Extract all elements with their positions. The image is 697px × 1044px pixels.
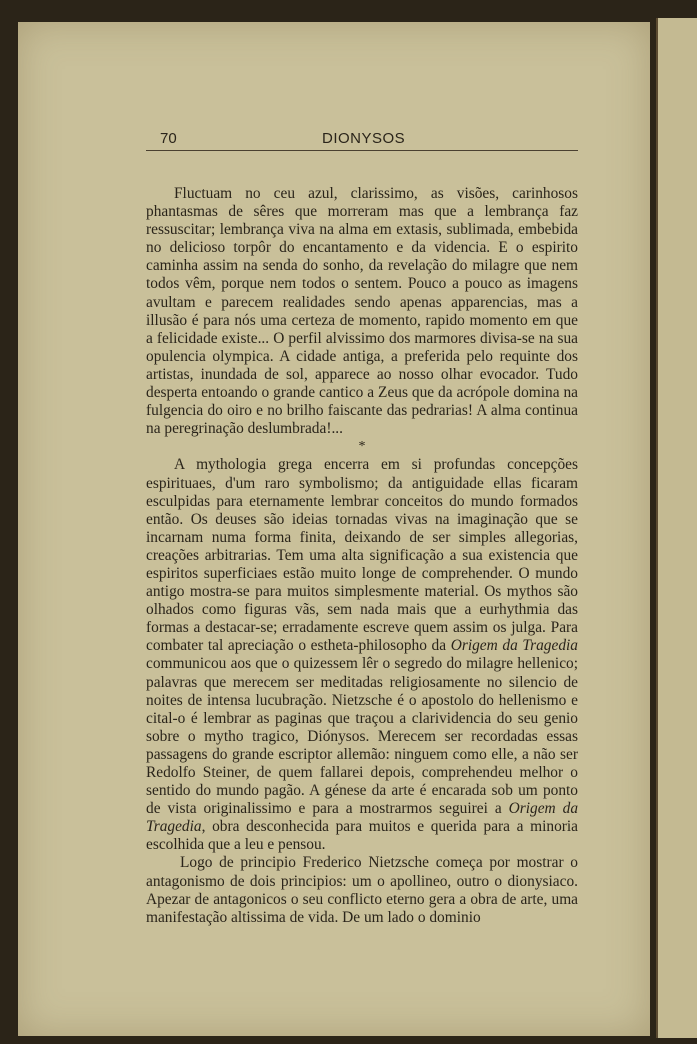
body-text: [146, 185, 578, 927]
book-title: Origem da Tragedia: [450, 637, 578, 655]
paragraph-3: Logo de principio Frederico Nietzsche começa por mostrar o antagonismo de dois principios: um o apollineo, outro o dionysiaco. Apezar de antagonicos o seu conflicto eterno gera a obra de arte, uma manifestação altissima de vida. De um lado o dominio: [146, 854, 578, 926]
facing-page-edge: [656, 18, 697, 1038]
running-header: [146, 128, 578, 151]
paragraph-1: Fluctuam no ceu azul, clarissimo, as visões, carinhosos phantasmas de sêres que morreram mas que a lembrança faz ressuscitar; lembrança viva na alma em extasis, sublimada, embebida no delicioso torpôr do encantamento e da videncia. E o espirito caminha assim na senda do sonho, da revelação do milagre que nem todos vêm, porque nem todos o sentem. Pouco a pouco as imagens avultam e parecem realidades sendo apenas apparencias, mas a illusão é para nós uma certeza de momento, rapido momento em que a felicidade existe... O perfil alvissimo dos marmores divisa-se na sua opulencia olympica. A cidade antiga, a preferida pelo requinte dos artistas, inundada de sol, apparece ao nosso olhar evocador. Tudo desperta entoando o grande cantico a Zeus que da acrópole domina na fulgencia do oiro e no brilho faiscante das pedrarias! A alma continua na peregrinação deslumbrada!...: [146, 185, 578, 438]
book-title: Origem da Tragedia: [146, 800, 579, 836]
running-title: DIONYSOS: [322, 130, 406, 147]
page-number: 70: [160, 130, 177, 147]
section-separator: *: [358, 439, 366, 455]
paragraph-2: A mythologia grega encerra em si profundas concepções espirituaes, d'um raro symbolismo; da antiguidade ellas ficaram esculpidas para eternamente lembrar conceitos do mundo formados então. Os deuses são ideias tornadas vivas na imaginação que se incarnam numa forma finita, deixando de ser simples allegorias, creações arbitrarias. Tem uma alta significação a sua existencia que espiritos superficiaes estão muito longe de comprehender. O mundo antigo mostra-se para muitos simplesmente material. Os mythos são olhados como figuras vãs, sem nada mais que a eurhythmia das formas a destacar-se; erradamente escreve quem assim os julga. Para combater tal apreciação o estheta-philosopho da Origem da Tragedia communicou aos que o quizessem lêr o segredo do milagre hellenico; palavras que merecem ser meditadas religiosamente no silencio de noites de intensa lucubração. Nietzsche é o apostolo do hellenismo e cital-o é lembrar as paginas que traçou a clarividencia do seu genio sobre o mytho tragico, Diónysos. Merecem ser recordadas essas passagens do grande escriptor allemão: ninguem como elle, a não ser Redolfo Steiner, de quem fallarei depois, comprehendeu melhor o sentido do mundo pagão. A génese da arte é encarada sob um ponto de vista originalissimo e para a mostrarmos seguirei a Origem da Tragedia, obra desconhecida para muitos e querida para a minoria escolhida que a leu e pensou.: [146, 456, 579, 854]
